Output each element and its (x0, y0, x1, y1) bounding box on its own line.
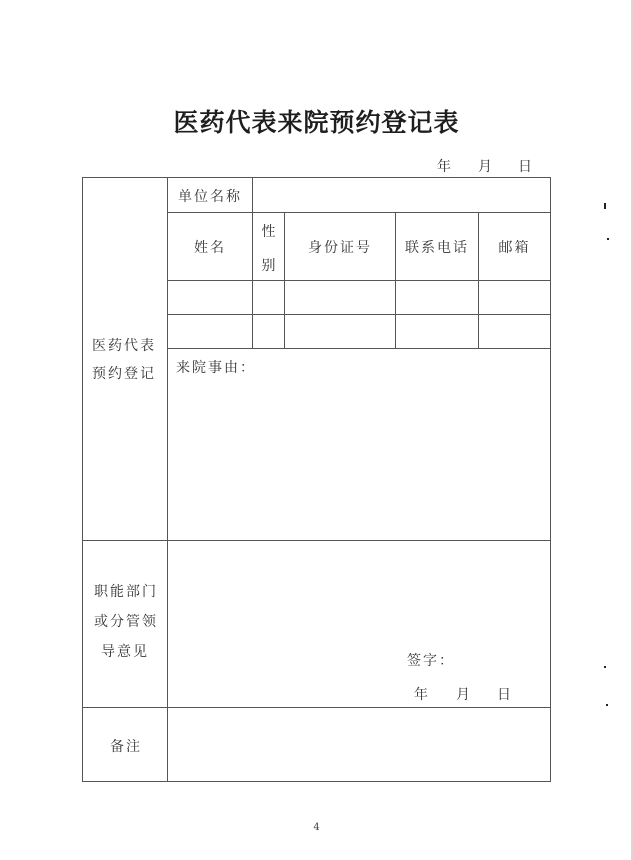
page-number: 4 (313, 822, 320, 833)
registration-section-label: 医药代表 预约登记 (92, 338, 156, 382)
scan-speck (604, 203, 606, 209)
table-row[interactable] (168, 281, 550, 314)
email-column-header: 邮箱 (498, 240, 531, 256)
unit-name-label: 单位名称 (178, 189, 242, 205)
date-year-label: 年 (437, 159, 451, 175)
phone-column-header: 联系电话 (405, 240, 469, 256)
remarks-field[interactable] (168, 708, 550, 780)
scan-speck (606, 704, 608, 706)
scan-speck (604, 666, 606, 668)
department-opinion-label: 职能部门 或分管领 导意见 (94, 584, 158, 660)
visit-reason-label: 来院事由： (176, 360, 256, 376)
page-title: 医药代表来院预约登记表 (173, 108, 460, 137)
name-column-header: 姓名 (194, 240, 226, 256)
id-number-column-header: 身份证号 (308, 240, 372, 256)
unit-name-field[interactable] (253, 178, 550, 212)
table-row[interactable] (168, 315, 550, 348)
signature-label: 签字： (407, 653, 455, 669)
remarks-label: 备注 (110, 739, 142, 755)
date-month-label: 月 (478, 159, 492, 175)
scan-speck (607, 238, 609, 240)
gender-column-header-top: 性 (261, 224, 276, 240)
opinion-date-year: 年 (414, 687, 430, 703)
opinion-date-day: 日 (497, 687, 513, 703)
visit-reason-field[interactable] (168, 380, 550, 538)
date-day-label: 日 (518, 159, 532, 175)
gender-column-header-bottom: 别 (261, 258, 276, 274)
opinion-date-month: 月 (456, 687, 472, 703)
opinion-field[interactable] (168, 541, 550, 646)
